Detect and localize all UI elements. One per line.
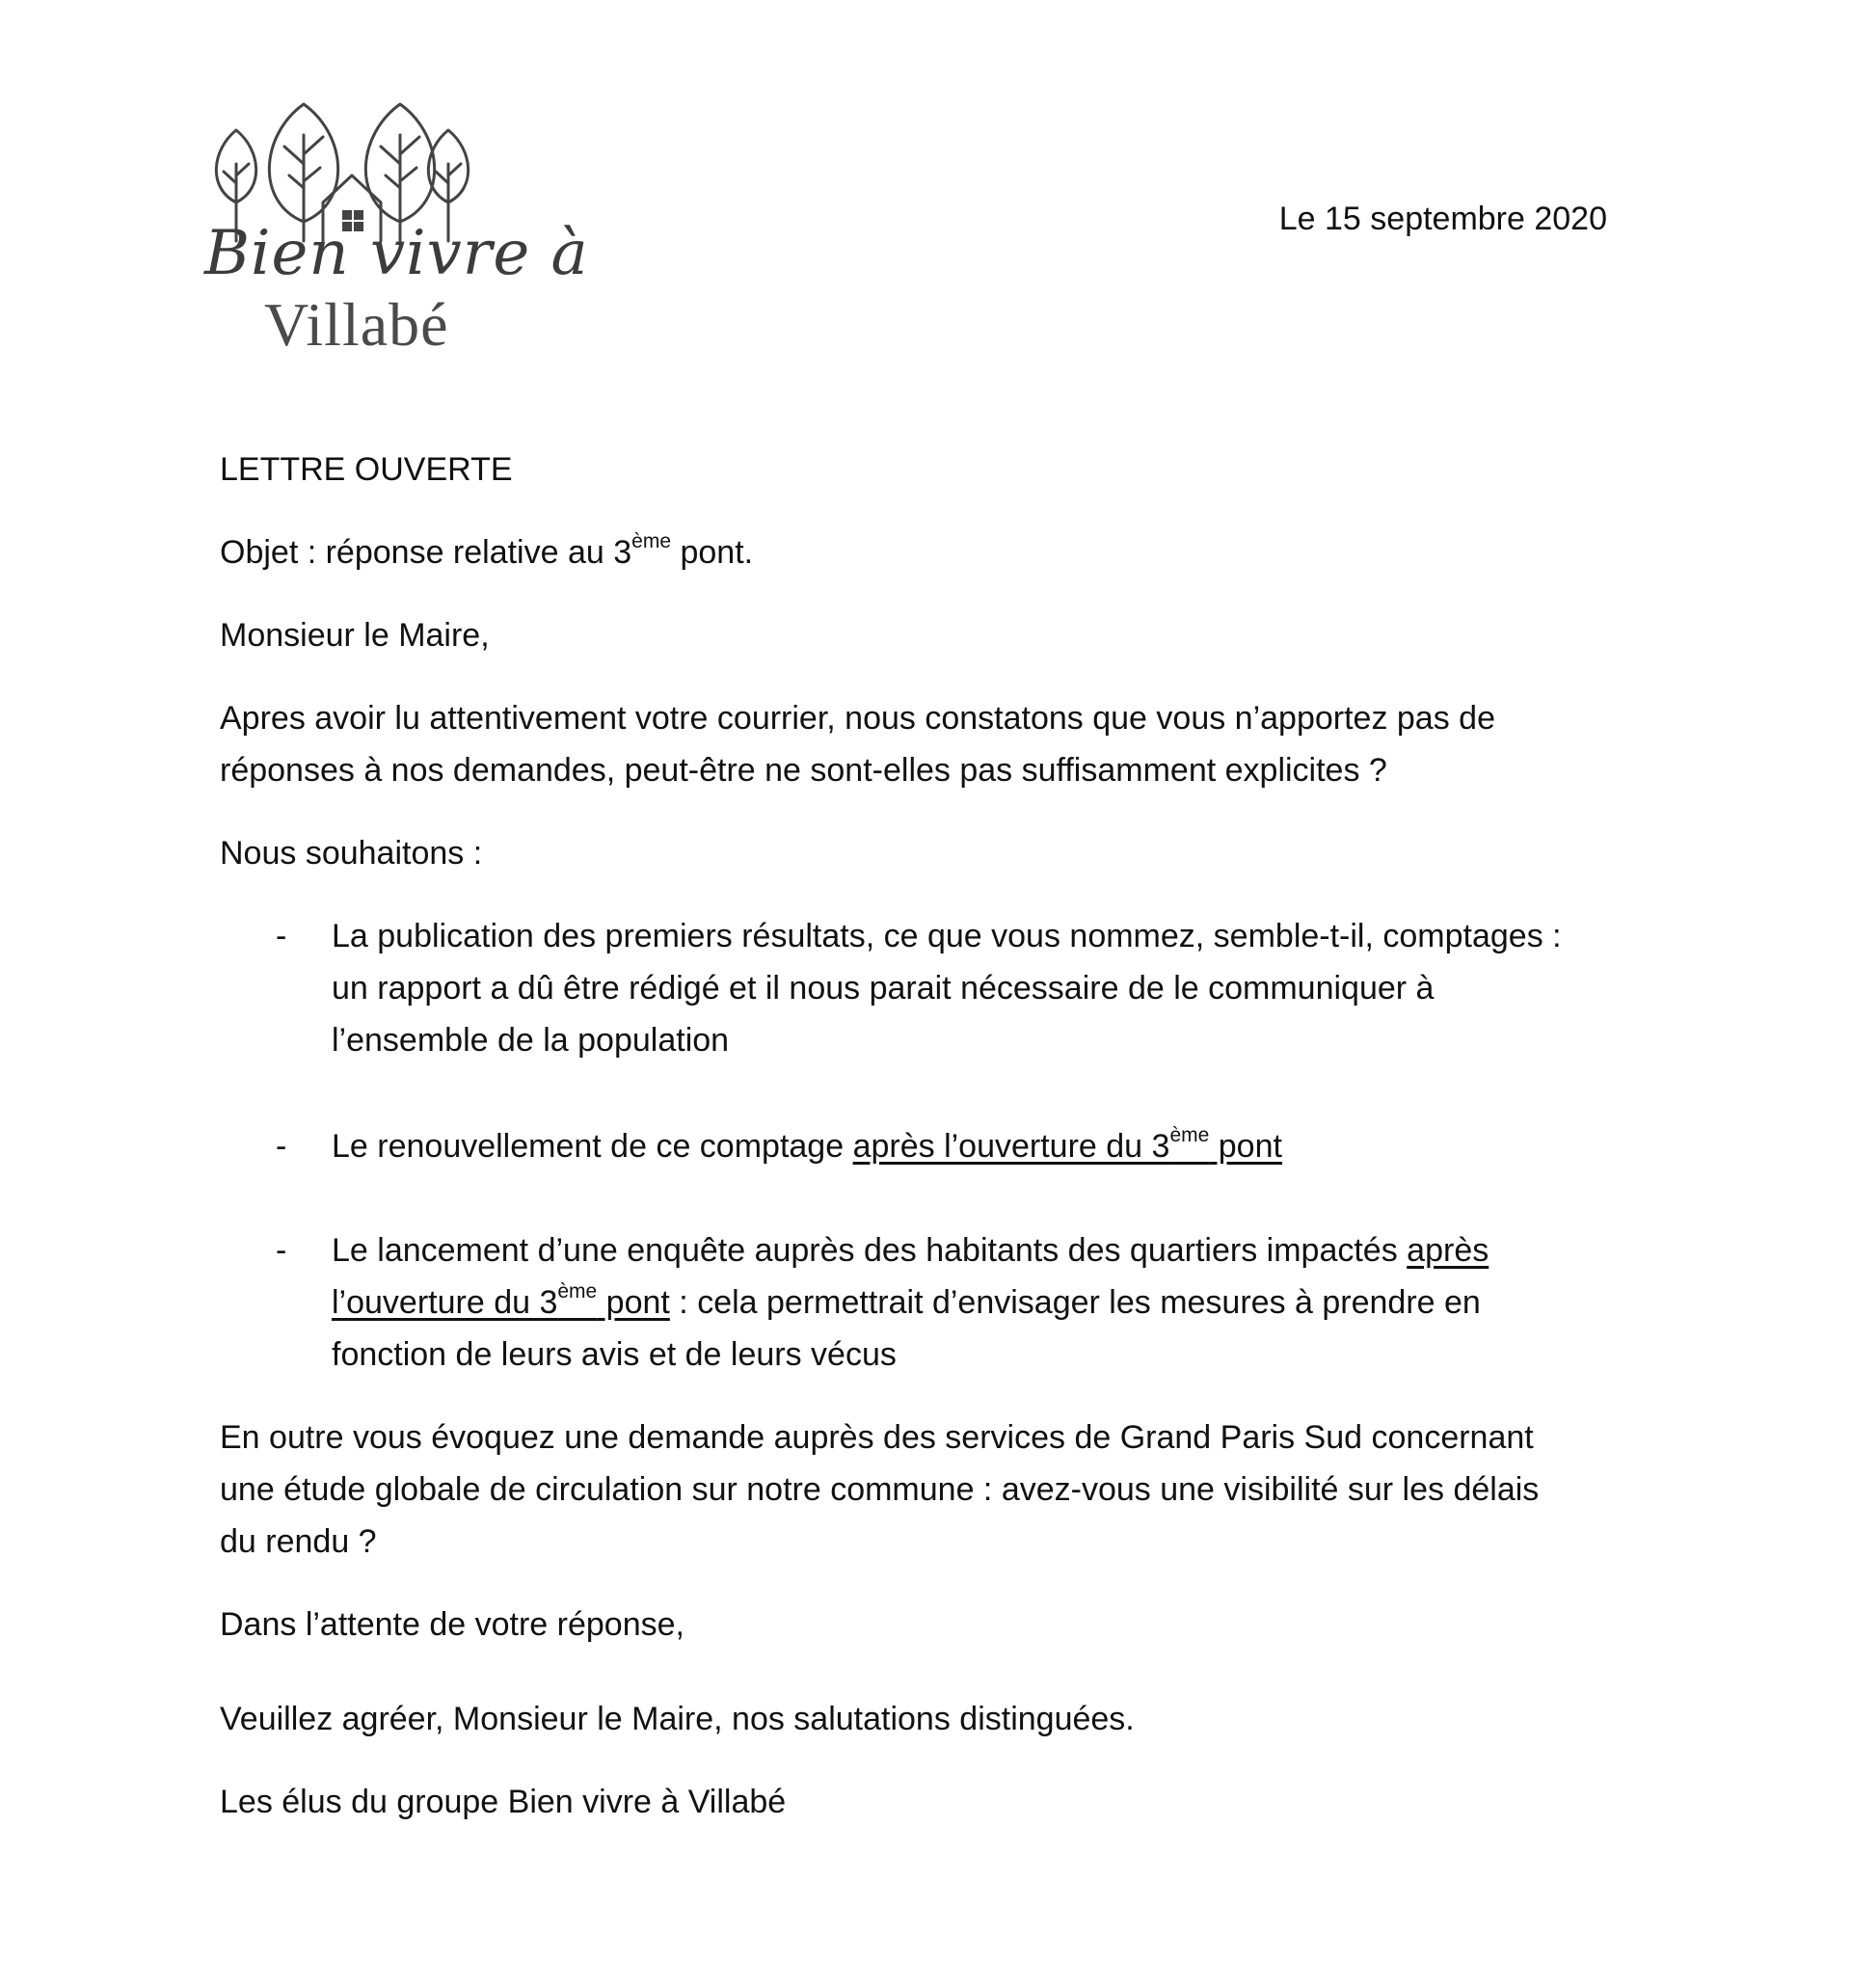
wish-intro: Nous souhaitons :	[220, 835, 483, 872]
letter-subject	[220, 526, 753, 578]
bullet-dash-1: -	[276, 918, 287, 954]
bullet-3-line-1-prefix: Le lancement d’une enquête auprès des habitants des quartiers impactés	[332, 1232, 1408, 1269]
logo-script-text: Bien vivre à	[204, 218, 589, 289]
letter-heading: LETTRE OUVERTE	[220, 451, 513, 488]
bullet-2-line-1	[332, 1120, 1282, 1172]
bullet-2-prefix: Le renouvellement de ce comptage	[332, 1128, 853, 1165]
bullet-3-line-2-underlined	[332, 1280, 670, 1321]
bullet-3-u-prefix: l’ouverture du 3	[332, 1284, 558, 1321]
bullet-3-line-3: fonction de leurs avis et de leurs vécus	[332, 1336, 897, 1373]
intro-line-2: réponses à nos demandes, peut-être ne sont-elles pas suffisamment explicites ?	[220, 752, 1387, 789]
study-line-2: une étude globale de circulation sur notre commune : avez-vous une visibilité sur les délais	[220, 1471, 1540, 1508]
bullet-3-line-2	[332, 1276, 1481, 1329]
bullet-1-line-1: La publication des premiers résultats, ce que vous nommez, semble-t-il, comptages :	[332, 918, 1562, 954]
bullet-1-line-3: l’ensemble de la population	[332, 1022, 730, 1059]
subject-suffix: pont.	[671, 534, 754, 571]
awaiting-line: Dans l’attente de votre réponse,	[220, 1606, 684, 1643]
subject-sup: ème	[631, 530, 672, 552]
bullet-3-u-suffix: pont	[597, 1284, 670, 1321]
subject-prefix: Objet : réponse relative au 3	[220, 534, 632, 571]
study-line-3: du rendu ?	[220, 1523, 377, 1560]
bullet-3-sup: ème	[557, 1280, 598, 1303]
bullet-3-line-1	[332, 1224, 1489, 1276]
bullet-1-line-2: un rapport a dû être rédigé et il nous parait nécessaire de le communiquer à	[332, 970, 1435, 1007]
bullet-2-u-prefix: après l’ouverture du 3	[852, 1128, 1170, 1165]
bullet-2-underlined	[852, 1124, 1282, 1165]
logo-name-text: Villabé	[264, 290, 449, 359]
bullet-3-line-2-rest: : cela permettrait d’envisager les mesures à prendre en	[669, 1284, 1481, 1321]
bullet-dash-3: -	[276, 1232, 287, 1269]
bullet-3-line-1-underlined: après	[1407, 1232, 1489, 1269]
association-logo	[202, 96, 589, 359]
intro-line-1: Apres avoir lu attentivement votre courrier, nous constatons que vous n’apportez pas de	[220, 700, 1495, 737]
study-line-1: En outre vous évoquez une demande auprès des services de Grand Paris Sud concernant	[220, 1419, 1534, 1456]
letter-salutation: Monsieur le Maire,	[220, 617, 490, 654]
signature-line: Les élus du groupe Bien vivre à Villabé	[220, 1784, 787, 1820]
letter-date: Le 15 septembre 2020	[1278, 201, 1607, 237]
bullet-dash-2: -	[276, 1128, 287, 1165]
bullet-2-u-suffix: pont	[1209, 1128, 1282, 1165]
bullet-2-sup: ème	[1169, 1124, 1210, 1146]
closing-line: Veuillez agréer, Monsieur le Maire, nos salutations distinguées.	[220, 1701, 1135, 1737]
